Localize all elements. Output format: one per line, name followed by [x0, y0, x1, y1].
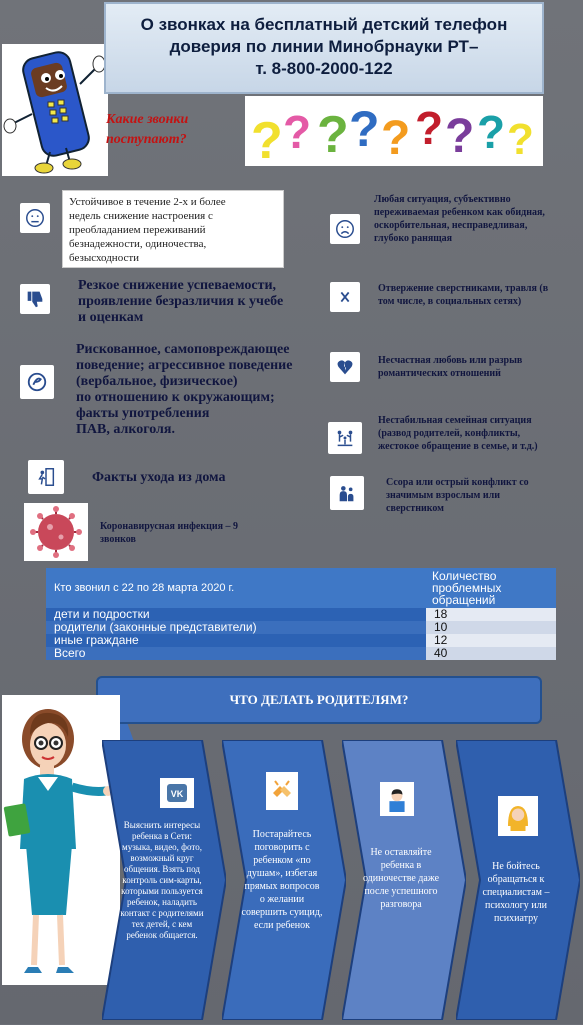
reason-offense	[374, 193, 545, 245]
text-line: поведение; агрессивное поведение	[76, 358, 293, 373]
text-line: факты употребления	[76, 406, 210, 421]
advice-text-1	[110, 820, 214, 941]
table-header-who: Кто звонил с 22 по 28 марта 2020 г.	[46, 568, 426, 608]
text-line: Ссора или острый конфликт со	[386, 477, 529, 488]
text-line: специалистам –	[482, 887, 550, 898]
header-line: обращений	[432, 593, 496, 607]
advice-text-3	[352, 846, 450, 911]
table-row	[46, 634, 556, 647]
text-line: разговора	[380, 899, 422, 910]
question-marks-image	[245, 96, 543, 166]
cross-icon	[330, 282, 360, 312]
text-line: тех детей, с кем	[131, 919, 193, 929]
text-line: жестокое обращение в семье, и т.д.)	[378, 441, 538, 452]
text-line: Не бойтесь	[492, 861, 540, 872]
text-line: ребенка в	[380, 860, 422, 871]
table-header-count	[426, 568, 556, 608]
text-line: контакт с родителями	[120, 908, 204, 918]
text-line: обращаться к	[487, 874, 545, 885]
text-line: том числе, в социальных сетях)	[378, 296, 522, 307]
question-line-1: Какие звонки	[106, 112, 189, 127]
svg-text:?: ?	[507, 115, 534, 164]
text-line: поговорить с	[254, 842, 310, 853]
row-value: 18	[426, 608, 556, 621]
family-conflict-icon	[328, 422, 362, 454]
symptom-risk-behavior	[76, 342, 292, 438]
card-line: безысходности	[69, 252, 140, 264]
text-line: Любая ситуация, субъективно	[374, 194, 511, 205]
card-line: недель снижение настроения с	[69, 210, 213, 222]
text-line: переживаемая ребенком как обидная,	[374, 207, 545, 218]
text-line: звонков	[100, 534, 136, 545]
text-line: романтических отношений	[378, 368, 501, 379]
text-line: Отвержение сверстниками, травля (в	[378, 283, 549, 294]
text-line: Выяснить интересы	[123, 820, 201, 830]
svg-text:?: ?	[477, 106, 506, 158]
covid-calls-note	[100, 520, 238, 546]
title-line-1: О звонках на бесплатный детский телефон	[140, 15, 508, 34]
question-line-2: поступают?	[106, 132, 187, 147]
text-line: совершить суицид,	[241, 907, 323, 918]
text-line: прямых вопросов	[244, 881, 320, 892]
text-line: и оценкам	[78, 310, 144, 325]
reason-quarrel	[386, 476, 529, 515]
thumbs-down-icon	[20, 284, 50, 314]
sad-face-icon	[20, 203, 50, 233]
quarrel-icon	[330, 476, 364, 510]
text-line: Нестабильная семейная ситуация	[378, 415, 532, 426]
symptom-leaving-home	[92, 470, 226, 486]
reason-bullying	[378, 282, 548, 308]
advice-text-4	[466, 860, 566, 925]
warning-circle-icon	[20, 365, 54, 399]
question-heading	[106, 110, 188, 150]
text-line: музыка, видео, фото,	[122, 842, 202, 852]
card-line: безнадежности, одиночества,	[69, 238, 207, 250]
card-line: Устойчивое в течение 2-х и более	[69, 196, 226, 208]
svg-text:VK: VK	[170, 789, 184, 799]
text-line: психиатру	[493, 913, 539, 924]
broken-heart-icon	[330, 352, 360, 382]
text-line: которыми пользуется	[121, 886, 203, 896]
text-line: душам», избегая	[246, 868, 318, 879]
text-line: Рискованное, самоповреждающее	[76, 342, 290, 357]
table-header-row	[46, 568, 556, 608]
symptom-card-mood	[62, 190, 284, 268]
header-line: проблемных	[432, 581, 502, 595]
handshake-icon	[266, 772, 298, 810]
text-line: одиночестве даже	[362, 873, 440, 884]
text-line: ПАВ, алкоголя.	[76, 422, 175, 437]
table-row	[46, 647, 556, 660]
text-line: оскорбительная, несправедливая,	[374, 220, 528, 231]
header-line: Количество	[432, 569, 497, 583]
text-line: проявление безразличия к учебе	[78, 294, 284, 309]
girl-avatar-icon	[498, 796, 538, 836]
row-label: иные граждане	[46, 634, 426, 647]
svg-text:?: ?	[283, 106, 312, 158]
text-line: ребенок общается.	[126, 930, 198, 940]
svg-text:?: ?	[251, 112, 283, 166]
svg-text:?: ?	[317, 106, 349, 164]
text-line: общения. Взять под	[124, 864, 200, 874]
text-line: Не оставляйте	[370, 847, 432, 858]
boy-avatar-icon	[380, 782, 414, 816]
text-line: ребенок, наладить	[127, 897, 197, 907]
title-line-2: доверия по линии Минобрнауки РТ–	[169, 37, 479, 56]
row-label: Всего	[46, 647, 426, 660]
svg-text:?: ?	[445, 110, 475, 163]
reason-unhappy-love	[378, 354, 522, 380]
svg-text:?: ?	[381, 112, 411, 165]
text-line: Постарайтесь	[252, 829, 312, 840]
phone-mascot-image	[2, 44, 108, 176]
text-line: контроль сим-карты,	[122, 875, 202, 885]
text-line: (вербальное, физическое)	[76, 374, 238, 389]
row-value: 10	[426, 621, 556, 634]
row-label: родители (законные представители)	[46, 621, 426, 634]
row-value: 12	[426, 634, 556, 647]
title-banner	[104, 2, 544, 94]
text-line: ребенка в Сети:	[131, 831, 193, 841]
row-value: 40	[426, 647, 556, 660]
text-line: Несчастная любовь или разрыв	[378, 355, 523, 366]
vk-icon	[160, 778, 194, 808]
reason-family	[378, 414, 538, 453]
row-label: дети и подростки	[46, 608, 426, 621]
text-line: сверстником	[386, 503, 444, 514]
text-line: значимым взрослым или	[386, 490, 500, 501]
text-line: по отношению к окружающим;	[76, 390, 275, 405]
text-line: возможный круг	[130, 853, 194, 863]
svg-text:?: ?	[349, 101, 380, 157]
calls-stats-table	[46, 568, 556, 660]
text-line: Резкое снижение успеваемости,	[78, 278, 277, 293]
text-line: глубоко ранящая	[374, 233, 453, 244]
text-line: Коронавирусная инфекция – 9	[100, 521, 239, 532]
virus-icon	[24, 503, 88, 561]
exit-door-icon	[28, 460, 64, 494]
text-line: (развод родителей, конфликты,	[378, 428, 521, 439]
symptom-grades	[78, 278, 283, 326]
what-parents-do-banner: ЧТО ДЕЛАТЬ РОДИТЕЛЯМ?	[96, 676, 542, 724]
advice-text-2	[232, 828, 332, 932]
text-line: ребенком «по	[253, 855, 311, 866]
text-line: после успешного	[364, 886, 438, 897]
svg-text:?: ?	[415, 102, 444, 154]
text-line: Факты ухода из дома	[92, 470, 226, 485]
card-line: преобладанием переживаний	[69, 224, 206, 236]
text-line: психологу или	[485, 900, 547, 911]
text-line: если ребенок	[253, 920, 310, 931]
title-line-3: т. 8-800-2000-122	[255, 59, 393, 78]
frown-icon	[330, 214, 360, 244]
text-line: о желании	[259, 894, 305, 905]
